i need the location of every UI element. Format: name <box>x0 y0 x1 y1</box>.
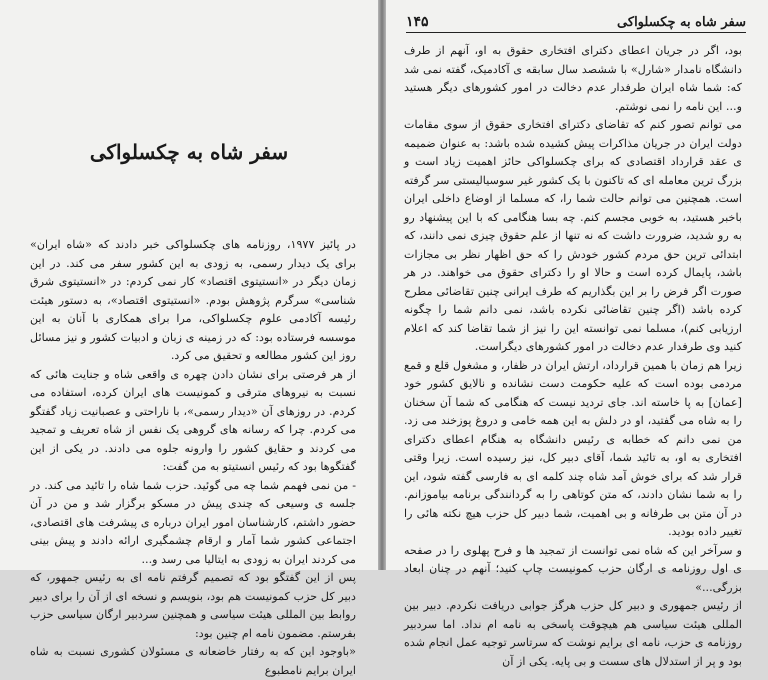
paragraph: می توانم تصور کنم که تقاضای دکترای افتخاری حقوق از سوی مقامات دولت ایران در جریان مذاکرات پیش کشیده شده باشد: به عنوان ضمیمه ی عقد قرارداد اقتصادی که برای چکسلواکی حائز اهمیت زیاد است و بزرگ ترین معامله ای که تاکنون با یک کشور غیر سوسیالیستی سر گرفته است. همچنین می توانم حالت شما را، که مسلما از اوضاع داخلی ایران باخبر هستید، به خوبی مجسم کنم. چه بسا هنگامی که با این پیشنهاد رو به رو شدید، ضرورت داشت که نه تنها از علم حقوق چیزی نمی دانند، که ابتدائی ترین حق مردم کشور خودش را که حق اظهار نظر بی مجازات باشد، پایمال کرده است و حالا او را دکترای حقوق می خواهند. در هر صورت اگر فرض را بر این بگذاریم که طرف ایرانی چنین تقاضائی مطرح کرده باشد (اگر چنین تقاضائی نکرده باشد، نمی دانم شما را چگونه ارزیابی کنم)، مسلما نمی توانسته این را نیز از شما تقاضا کند که اعلام کنید وی طرفدار عدم دخالت در امور کشورهای دیگراست. <box>404 118 742 353</box>
paragraph: - من نمی فهمم شما چه می گوئید. حزب شما شاه را تائید می کند. در جلسه ی وسیعی که چندی پیش در مسکو برگزار شد و من در آن حضور داشتم، کارشناسان امور ایران درباره ی پیشرفت های اقتصادی، اجتماعی کشور شما آمار و ارقام چشمگیری ارائه دادند و پیش بینی می کردند ایران به زودی به ایتالیا می رسد و... <box>30 478 356 566</box>
paragraph: «باوجود این که به رفتار خاضعانه ی مسئولان کشوری نسبت به شاه ایران برایم نامطبوع <box>30 645 356 677</box>
running-head <box>406 10 746 33</box>
left-page <box>0 0 378 677</box>
right-page-body <box>404 42 742 671</box>
book-gutter <box>378 0 386 570</box>
paragraph: در پائیز ۱۹۷۷، روزنامه های چکسلواکی خبر دادند که «شاه ایران» برای یک دیدار رسمی، به زودی به این کشور سفر می کند. در این زمان دیگر در «انستیتوی اقتصاد» کار نمی کردم: در «انستیتوی شرق شناسی» سرگرم پژوهش بودم. «انستیتوی اقتصاد»، به دستور هیئت رئیسه آکادمی علوم چکسلواکی، مرا برای همکاری با آنان به این موسسه فرستاده بود: که در زمینه ی زبان و ادبیات کشور و نیز مسائل روز این کشور مطالعه و تحقیق می کرد. <box>30 238 357 362</box>
paragraph: از رئیس جمهوری و دبیر کل حزب هرگز جوابی دریافت نکردم. دبیر بین المللی هیئت سیاسی هم هیچوقت پاسخی به نامه ام نداد. اما سردبیر روزنامه ی حزب، نامه ای برایم نوشت که سرتاسر توجیه عمل انجام شده بود و پر از استدلال های سست و بی پایه. یکی از آن <box>404 599 742 668</box>
paragraph: پس از این گفتگو بود که تصمیم گرفتم نامه ای به رئیس جمهور، که دبیر کل حزب کمونیست هم بود، بنویسم و نسخه ای از آن را برای دبیر روابط بین المللی هیئت سیاسی و همچنین سردبیر ارگان سیاسی حزب بفرستم. مضمون نامه ام چنین بود: <box>30 571 356 640</box>
running-title: سفر شاه به چکسلواکی <box>617 15 746 30</box>
paragraph: از هر فرصتی برای نشان دادن چهره ی واقعی شاه و جنایت هائی که نسبت به نیروهای مترقی و کمونیست های ایران کرده، استفاده می کردم. در روزهای آن «دیدار رسمی»، با ناراحتی و عصبانیت زیاد گفتگو می کردم. چرا که رسانه های گروهی یک نفس از شاه تعریف و تمجید می کردند و حقایق کشور را وارونه جلوه می دادند. در یکی از این گفتگوها بود که رئیس انستیتو به من گفت: <box>30 367 356 473</box>
paragraph: و سرآخر این که شاه نمی توانست از تمجید ها و فرح پهلوی را در صفحه ی اول روزنامه ی ارگان حزب کمونیست چاپ کنید؛ آنهم در چنان ابعاد بزرگی...» <box>404 543 742 594</box>
right-page <box>386 0 768 668</box>
chapter-title: سفر شاه به چکسلواکی <box>89 140 289 164</box>
paragraph: بود، اگر در جریان اعطای دکترای افتخاری حقوق به او، آنهم از طرف دانشگاه نامدار «شارل» با ششصد سال سابقه ی آکادمیک، گفته نمی شد که: شما شاه ایران طرفدار عدم دخالت در امور کشورهای دیگر هستید و... این نامه را نمی نوشتم. <box>404 44 742 113</box>
paragraph: زیرا هم زمان با همین قرارداد، ارتش ایران در ظفار، و مشغول قلع و قمع مردمی بوده است که علیه حکومت دست نشانده و نالایق کشور خود [عمان] به پا خاسته اند. جای تردید نیست که هنگامی که شما آن سخنان را به شاه می گفتید، او در دلش به این همه خامی و دروغ پوزخند می زد. من نمی دانم که خطابه ی رئیس دانشگاه به هنگام اعطای دکترای افتخاری به او، به تائید شما، آقای دبیر کل، نیز رسیده است. زیرا وقتی قرار شد که برای خوش آمد شاه چند کلمه ای به فارسی گفته شود، این را به شما نشان دادند، که متن کوتاهی را به گردانندگی برنامه بیاموزانم. در آن متن بی طرفانه و بی اهمیت، شما دبیر کل حزب هیچ نکته هائی را تغییر داده بودید. <box>404 358 742 538</box>
page-number: ۱۴۵ <box>406 14 429 30</box>
left-page-body <box>30 236 356 680</box>
